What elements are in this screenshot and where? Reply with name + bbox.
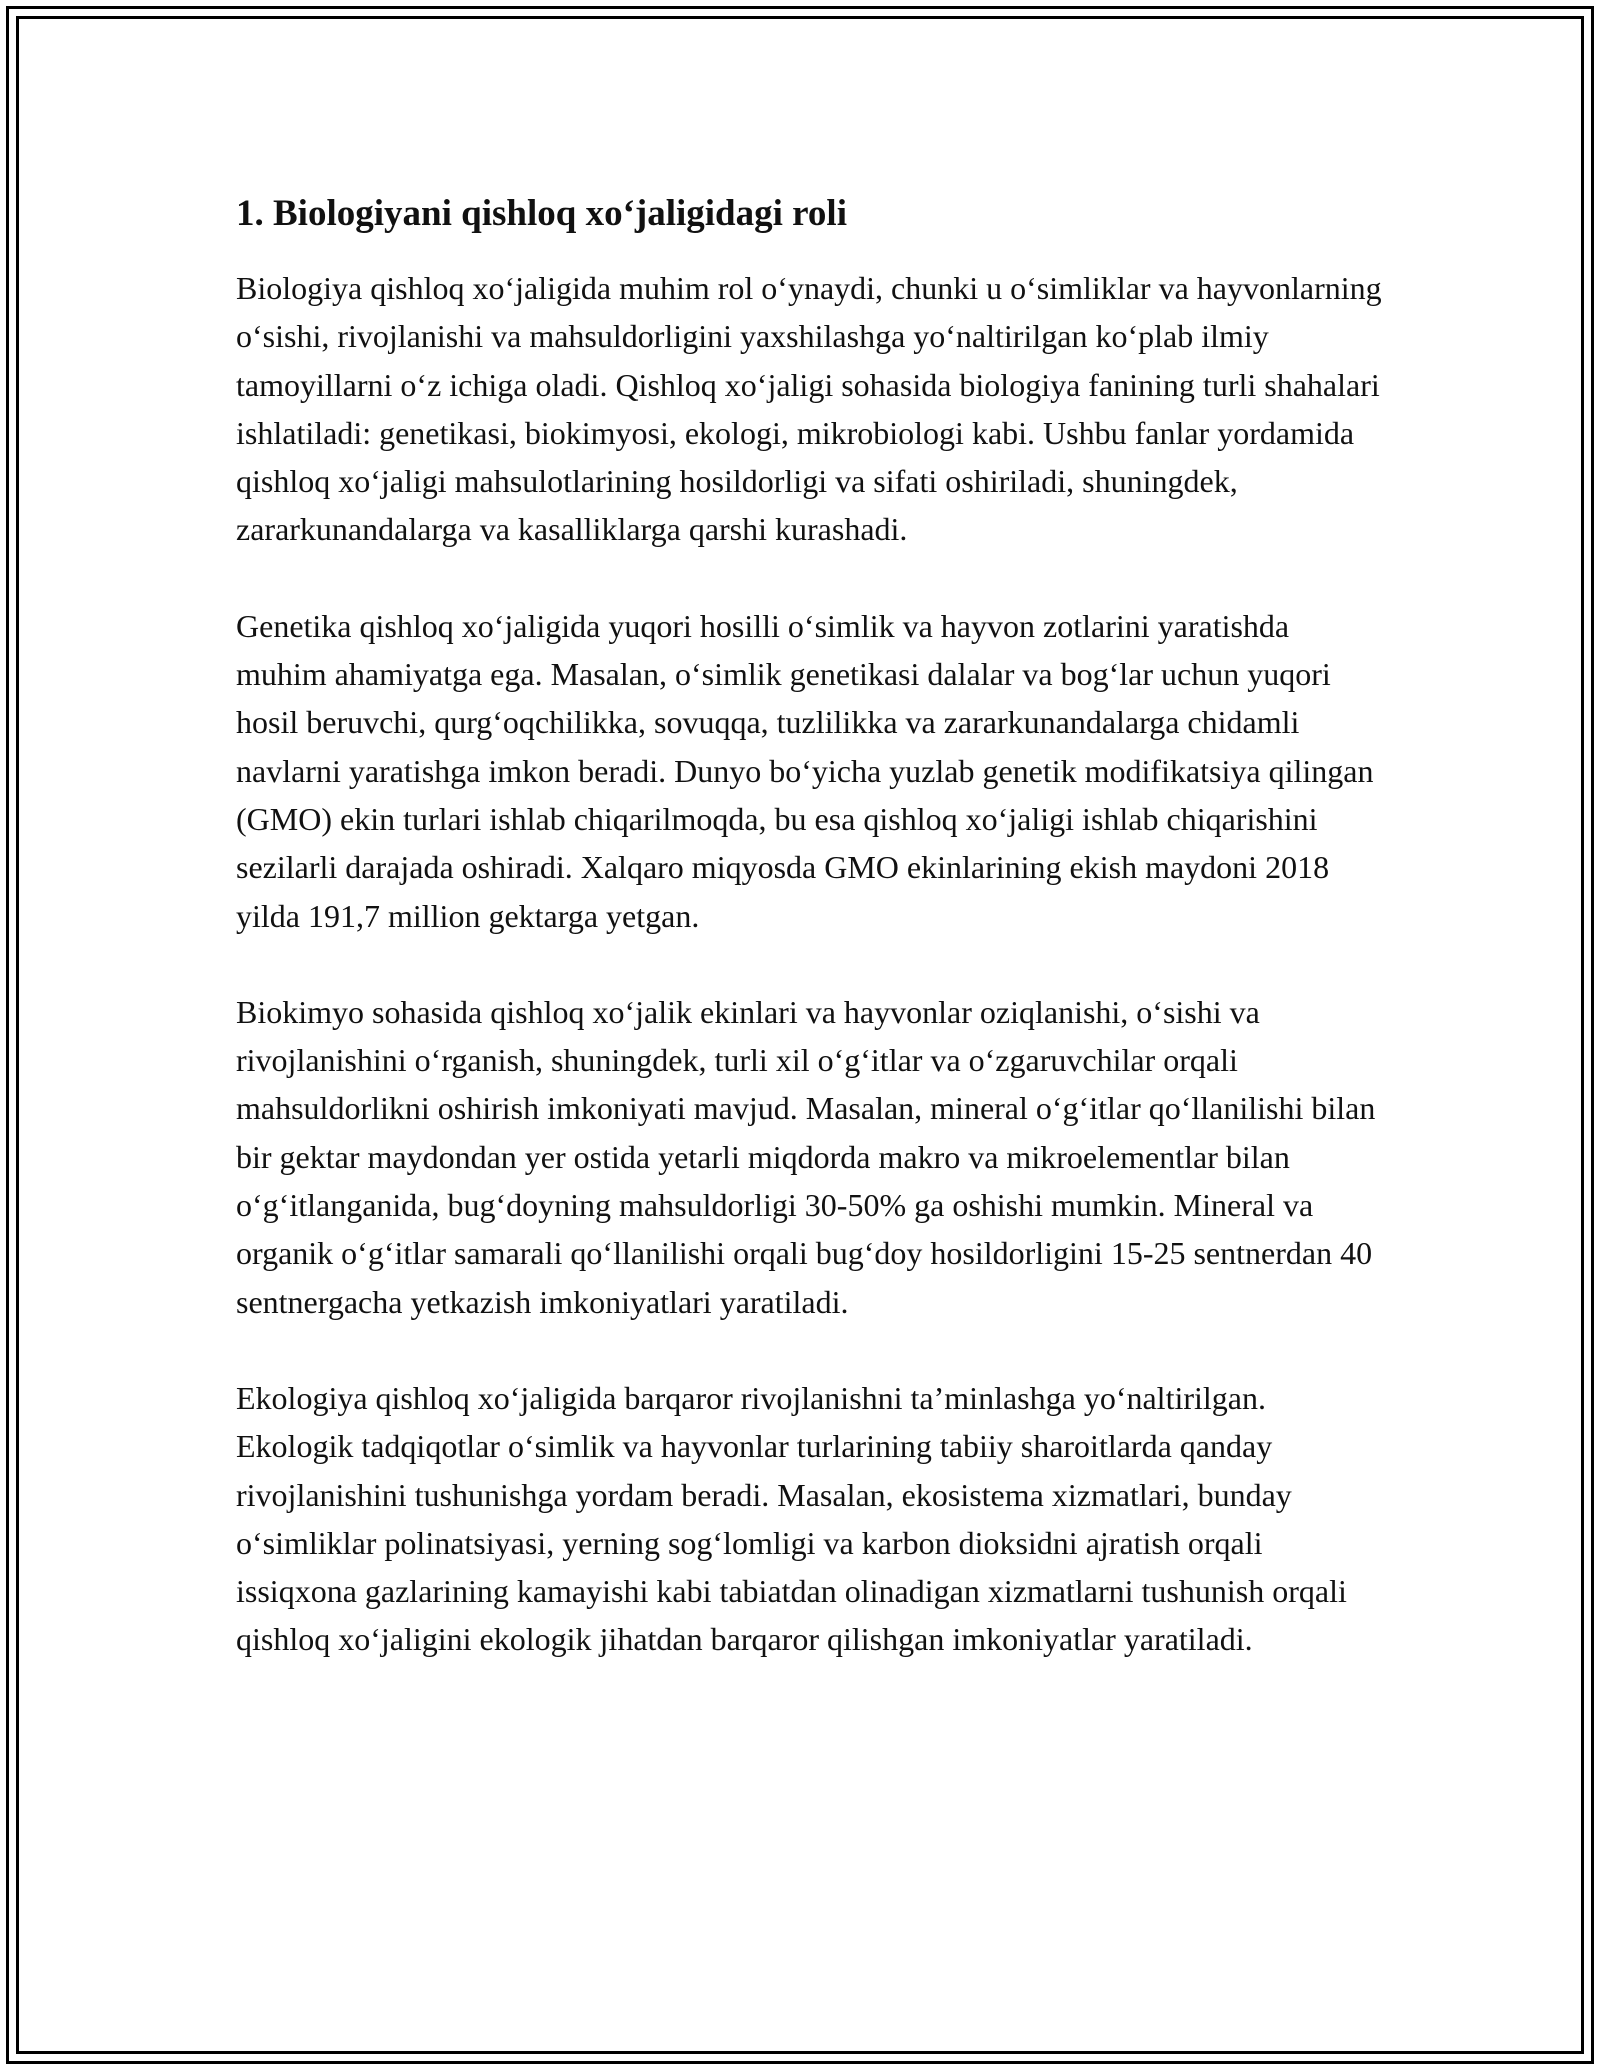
paragraph-biology-role: Biologiya qishloq xo‘jaligida muhim rol o‘ynaydi, chunki u o‘simliklar va hayvonlarning o‘sishi, rivojlanishi va mahsuldorligini yaxshilashga yo‘naltirilgan ko‘plab ilmiy tamoyillarni o‘z ichiga oladi. Qishloq xo‘jaligi sohasida biologiya fanining turli shahalari ishlatiladi: genetikasi, biokimyosi, ekologi, mikrobiologi kabi. Ushbu fanlar yordamida qishloq xo‘jaligi mahsulotlarining hosildorligi va sifati oshiriladi, shuningdek, zararkunandalarga va kasalliklarga qarshi kurashadi. — [236, 270, 1382, 548]
paragraph-ecology: Ekologiya qishloq xo‘jaligida barqaror rivojlanishni ta’minlashga yo‘naltirilgan. Ekologik tadqiqotlar o‘simlik va hayvonlar turlarining tabiiy sharoitlarda qanday rivojlanishini tushunishga yordam beradi. Masalan, ekosistema xizmatlari, bunday o‘simliklar polinatsiyasi, yerning sog‘lomligi va karbon dioksidni ajratish orqali issiqxona gazlarining kamayishi kabi tabiatdan olinadigan xizmatlarni tushunish orqali qishloq xo‘jaligini ekologik jihatdan barqaror qilishgan imkoniyatlar yaratiladi. — [236, 1379, 1347, 1658]
paragraph-genetics: Genetika qishloq xo‘jaligida yuqori hosilli o‘simlik va hayvon zotlarini yaratishda muhim ahamiyatga ega. Masalan, o‘simlik genetikasi dalalar va bog‘lar uchun yuqori hosil beruvchi, qurg‘oqchilikka, sovuqqa, tuzlilikka va zararkunandalarga chidamli navlarni yaratishga imkon beradi. Dunyo bo‘yicha yuzlab genetik modifikatsiya qilingan (GMO) ekin turlari ishlab chiqarilmoqda, bu esa qishloq xo‘jaligi ishlab chiqarishini sezilarli darajada oshiradi. Xalqaro miqyosda GMO ekinlarining ekish maydoni 2018 yilda 191,7 million gektarga yetgan. — [236, 607, 1374, 934]
paragraph-biochemistry: Biokimyo sohasida qishloq xo‘jalik ekinlari va hayvonlar oziqlanishi, o‘sishi va rivojlanishini o‘rganish, shuningdek, turli xil o‘g‘itlar va o‘zgaruvchilar orqali mahsuldorlikni oshirish imkoniyati mavjud. Masalan, mineral o‘g‘itlar qo‘llanilishi bilan bir gektar maydondan yer ostida yetarli miqdorda makro va mikroelementlar bilan o‘g‘itlanganida, bug‘doyning mahsuldorligi 30-50% ga oshishi mumkin. Mineral va organik o‘g‘itlar samarali qo‘llanilishi orqali bug‘doy hosildorligini 15-25 sentnerdan 40 sentnergacha yetkazish imkoniyatlari yaratiladi. — [236, 993, 1376, 1320]
document-body — [236, 186, 1386, 1712]
section-heading: 1. Biologiyani qishloq xo‘jaligidagi roli — [236, 193, 847, 234]
